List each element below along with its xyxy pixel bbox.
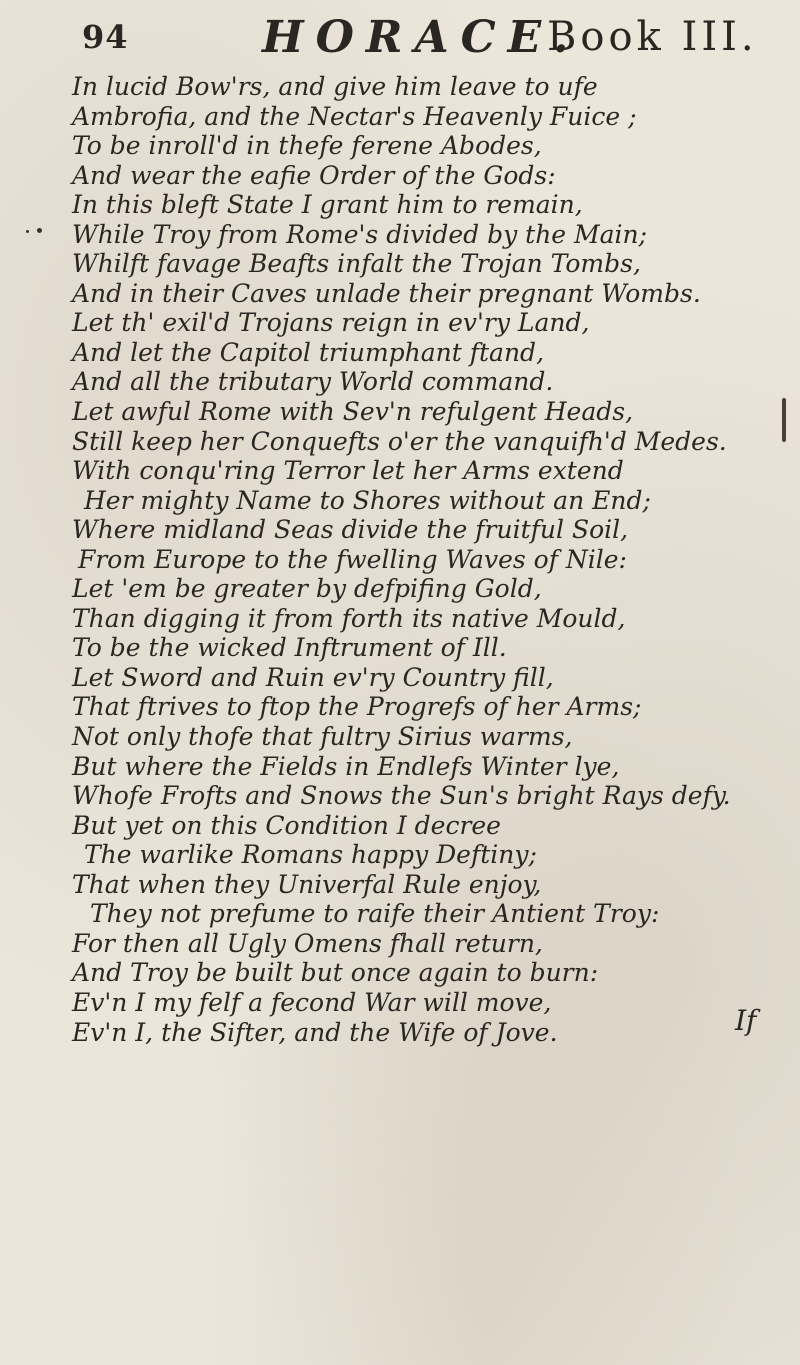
verse-line: That ftrives to ftop the Progrefs of her Arms; xyxy=(72,692,642,722)
verse-line: Ev'n I, the Sifter, and the Wife of Jove. xyxy=(72,1017,558,1047)
catchword: If xyxy=(735,1004,757,1037)
verse-line: That when they Univerfal Rule enjoy, xyxy=(72,869,542,899)
verse-line: Ambrofia, and the Nectar's Heavenly Fuice ; xyxy=(72,101,637,131)
verse-line: Whilft favage Beafts infalt the Trojan Tombs, xyxy=(72,249,641,279)
verse-line: Still keep her Conquefts o'er the vanquifh'd Medes. xyxy=(72,426,727,456)
ink-blemish xyxy=(37,228,42,233)
verse-line: And in their Caves unlade their pregnant Wombs. xyxy=(72,278,701,308)
verse-line: Let th' exil'd Trojans reign in ev'ry Land, xyxy=(72,308,590,338)
page-header xyxy=(82,8,800,68)
verse-line: They not prefume to raife their Antient Troy: xyxy=(90,899,660,929)
verse-line: In lucid Bow'rs, and give him leave to ufe xyxy=(72,72,598,101)
verse-line: Ev'n I my felf a fecond War will move, xyxy=(72,987,552,1017)
book-label: Book III. xyxy=(547,14,758,60)
verse-line: And let the Capitol triumphant ftand, xyxy=(72,337,545,367)
verse-line: Than digging it from forth its native Mould, xyxy=(72,603,626,633)
verse-line: For then all Ugly Omens fhall return, xyxy=(72,928,543,958)
verse-line: Whofe Frofts and Snows the Sun's bright Rays defy. xyxy=(72,781,731,811)
verse-line: To be inroll'd in thefe ferene Abodes, xyxy=(72,131,542,161)
verse-line: Let 'em be greater by defpifing Gold, xyxy=(72,574,542,604)
verse-line: But where the Fields in Endlefs Winter lye, xyxy=(72,751,620,781)
verse-line: But yet on this Condition I decree xyxy=(72,810,501,840)
verse-line: Her mighty Name to Shores without an End; xyxy=(84,485,651,515)
ink-blemish xyxy=(26,230,29,233)
verse-line: Where midland Seas divide the fruitful Soil, xyxy=(72,515,629,545)
verse-line: Not only thofe that fultry Sirius warms, xyxy=(72,722,573,752)
verse-line: Let awful Rome with Sev'n refulgent Heads, xyxy=(72,397,634,427)
verse-line: From Europe to the fwelling Waves of Nile: xyxy=(78,544,627,574)
verse-line: And Troy be built but once again to burn: xyxy=(72,958,599,988)
verse-line: With conqu'ring Terror let her Arms extend xyxy=(72,456,624,486)
verse-line: And all the tributary World command. xyxy=(72,367,554,397)
running-title: HORACE. xyxy=(262,12,581,63)
poem-verse xyxy=(70,72,760,1047)
verse-line: And wear the eafie Order of the Gods: xyxy=(72,160,556,190)
verse-line: The warlike Romans happy Deftiny; xyxy=(84,840,537,870)
page-number: 94 xyxy=(82,18,129,56)
verse-line: Let Sword and Ruin ev'ry Country fill, xyxy=(72,662,554,692)
verse-line: To be the wicked Inftrument of Ill. xyxy=(72,633,507,663)
ink-blemish xyxy=(782,398,786,442)
verse-line: While Troy from Rome's divided by the Main; xyxy=(72,219,648,249)
verse-line: In this bleft State I grant him to remain, xyxy=(72,190,583,220)
